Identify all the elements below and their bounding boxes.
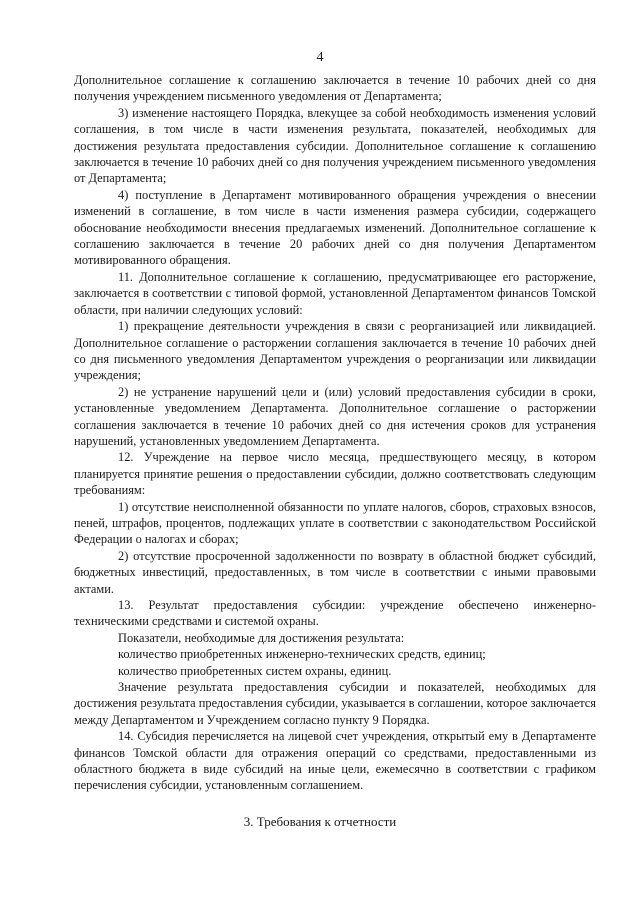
paragraph: 2) не устранение нарушений цели и (или) условий предоставления субсидии в сроки, установленные уведомлением Департамента. Дополнительное соглашение о расторжении соглашения заключается в течение 10 рабочих дней со дня истечения сроков для устранения нарушений, установленных уведомлением Департамента.	[74, 384, 596, 448]
paragraph: 1) отсутствие неисполненной обязанности по уплате налогов, сборов, страховых взносов, пеней, штрафов, процентов, подлежащих уплате в соответствии с законодательством Российской Федерации о налогах и сборах;	[74, 499, 596, 547]
paragraph: количество приобретенных инженерно-технических средств, единиц;	[118, 647, 486, 662]
paragraph: 4) поступление в Департамент мотивированного обращения учреждения о внесении изменений в соглашение, в том числе в части изменения размера субсидии, содержащего обоснование необходимости внесения предлагаемых изменений. Дополнительное соглашение к соглашению заключается в течение 20 рабочих дней со дня получения Департаментом мотивированного обращения.	[74, 187, 596, 268]
paragraph: 1) прекращение деятельности учреждения в связи с реорганизацией или ликвидацией. Дополнительное соглашение о расторжении соглашения заключается в течение 10 рабочих дней со дня письменного уведомления Департаментом учреждения о реорганизации или ликвидации учреждения;	[74, 319, 596, 383]
paragraph: 14. Субсидия перечисляется на лицевой счет учреждения, открытый ему в Департаменте финансов Томской области для отражения операций со средствами, предоставленными из областного бюджета в виде субсидий на иные цели, ежемесячно в соответствии с графиком перечисления субсидии, установленным соглашением.	[74, 729, 596, 793]
paragraph: Показатели, необходимые для достижения результата:	[118, 630, 405, 645]
document-body	[74, 72, 596, 794]
page-number: 4	[316, 50, 324, 65]
section-heading: 3. Требования к отчетности	[243, 814, 397, 829]
paragraph: 11. Дополнительное соглашение к соглашению, предусматривающее его расторжение, заключается в соответствии с типовой формой, установленной Департаментом финансов Томской области, при наличии следующих условий:	[74, 269, 596, 317]
paragraph: 13. Результат предоставления субсидии: учреждение обеспечено инженерно-техническими средствами и системой охраны.	[74, 598, 596, 629]
paragraph: количество приобретенных систем охраны, единиц.	[118, 663, 392, 678]
paragraph: Дополнительное соглашение к соглашению заключается в течение 10 рабочих дней со дня получения учреждением письменного уведомления от Департамента;	[74, 73, 596, 104]
paragraph: 12. Учреждение на первое число месяца, предшествующего месяцу, в котором планируется принятие решения о предоставлении субсидии, должно соответствовать следующим требованиям:	[74, 450, 596, 498]
paragraph: 2) отсутствие просроченной задолженности по возврату в областной бюджет субсидий, бюджетных инвестиций, предоставленных, в том числе в соответствии с иными правовыми актами.	[74, 548, 596, 596]
paragraph: Значение результата предоставления субсидии и показателей, необходимых для достижения результата предоставления субсидии, указывается в соглашении, которое заключается между Департаментом и Учреждением согласно пункту 9 Порядка.	[74, 680, 596, 727]
paragraph: 3) изменение настоящего Порядка, влекущее за собой необходимость изменения условий соглашения, в том числе в части изменения результата, показателей, необходимых для достижения результата предоставления субсидии. Дополнительное соглашение к соглашению заключается в течение 10 рабочих дней со дня получения учреждением письменного уведомления от Департамента;	[74, 105, 596, 186]
